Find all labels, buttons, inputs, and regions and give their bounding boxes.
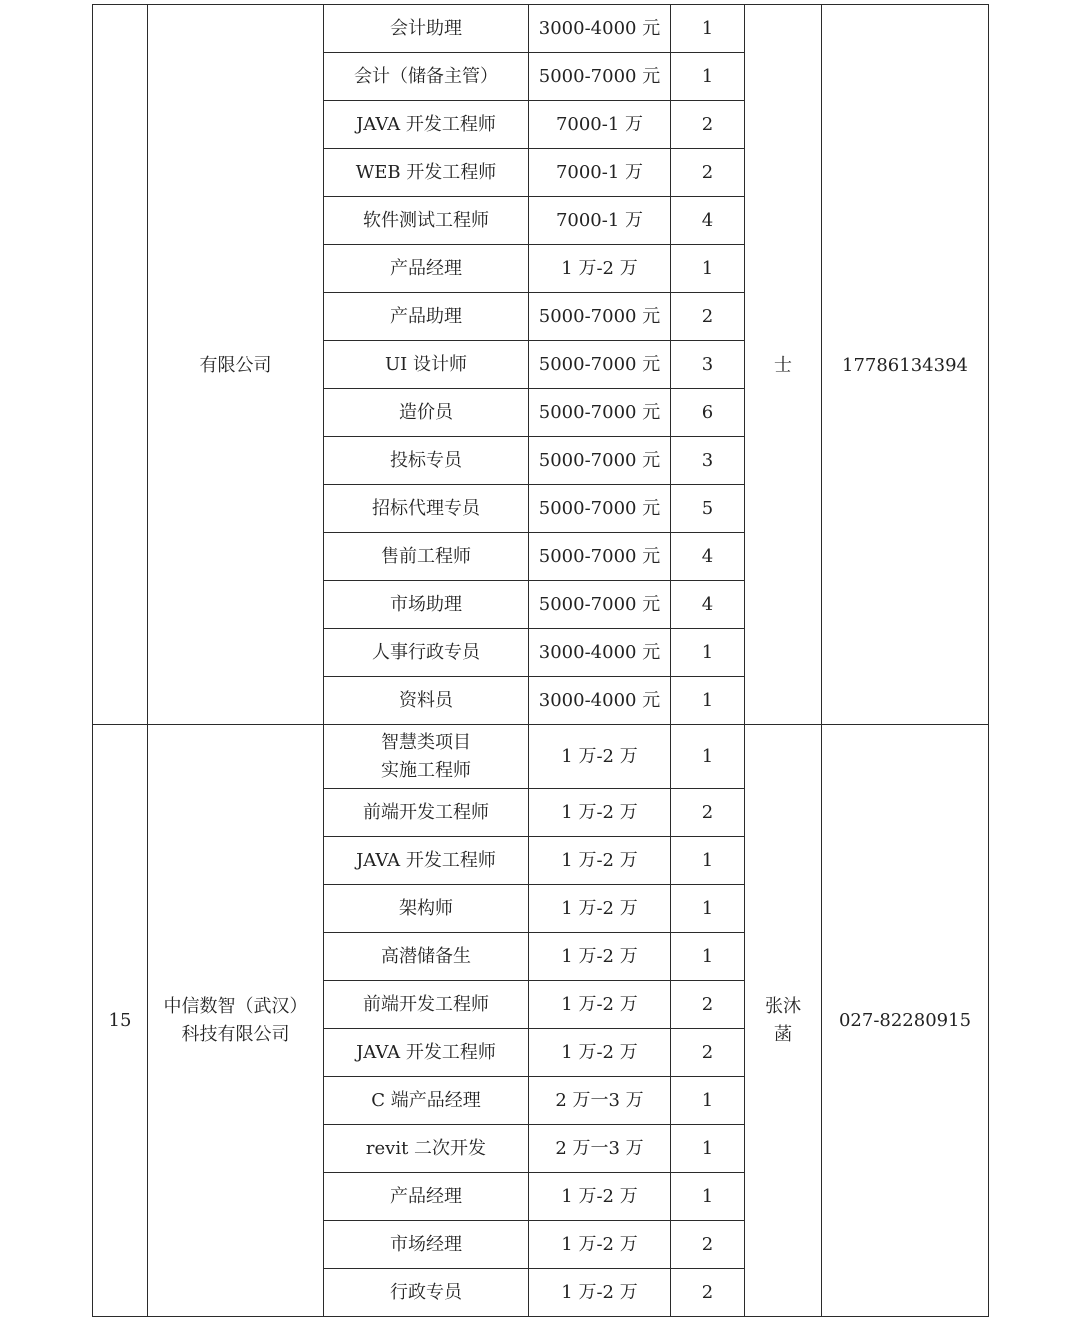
headcount-cell: 4 bbox=[671, 197, 745, 245]
position-cell: 资料员 bbox=[324, 677, 529, 725]
salary-cell: 5000-7000 元 bbox=[529, 437, 671, 485]
position-cell: UI 设计师 bbox=[324, 341, 529, 389]
salary-cell: 1 万-2 万 bbox=[529, 1269, 671, 1317]
position-cell: 软件测试工程师 bbox=[324, 197, 529, 245]
headcount-cell: 5 bbox=[671, 485, 745, 533]
salary-cell: 1 万-2 万 bbox=[529, 1173, 671, 1221]
salary-cell: 7000-1 万 bbox=[529, 149, 671, 197]
position-line: 智慧类项目 bbox=[381, 731, 471, 753]
headcount-cell: 1 bbox=[671, 677, 745, 725]
position-line: 实施工程师 bbox=[381, 759, 471, 781]
table-body bbox=[93, 5, 989, 1317]
position-cell: 产品经理 bbox=[324, 245, 529, 293]
company-name: 有限公司 bbox=[199, 354, 272, 376]
position-cell: 高潜储备生 bbox=[324, 933, 529, 981]
salary-cell: 1 万-2 万 bbox=[529, 1221, 671, 1269]
headcount-cell: 1 bbox=[671, 725, 745, 789]
salary-cell: 3000-4000 元 bbox=[529, 5, 671, 53]
position-cell: C 端产品经理 bbox=[324, 1077, 529, 1125]
headcount-cell: 1 bbox=[671, 245, 745, 293]
position-cell: 造价员 bbox=[324, 389, 529, 437]
salary-cell: 7000-1 万 bbox=[529, 101, 671, 149]
headcount-cell: 2 bbox=[671, 101, 745, 149]
headcount-cell: 1 bbox=[671, 5, 745, 53]
position-cell: 市场经理 bbox=[324, 1221, 529, 1269]
headcount-cell: 4 bbox=[671, 581, 745, 629]
contact-person: 士 bbox=[774, 354, 792, 376]
salary-cell: 2 万一3 万 bbox=[529, 1125, 671, 1173]
headcount-cell: 2 bbox=[671, 293, 745, 341]
position-cell: 架构师 bbox=[324, 885, 529, 933]
position-cell: 投标专员 bbox=[324, 437, 529, 485]
contact-person-cell bbox=[745, 725, 822, 1317]
company-name-cell bbox=[148, 5, 324, 725]
headcount-cell: 1 bbox=[671, 933, 745, 981]
salary-cell: 5000-7000 元 bbox=[529, 485, 671, 533]
salary-cell: 1 万-2 万 bbox=[529, 933, 671, 981]
company-name-line: 科技有限公司 bbox=[181, 1023, 290, 1045]
headcount-cell: 1 bbox=[671, 53, 745, 101]
salary-cell: 1 万-2 万 bbox=[529, 885, 671, 933]
headcount-cell: 1 bbox=[671, 837, 745, 885]
headcount-cell: 2 bbox=[671, 1221, 745, 1269]
headcount-cell: 1 bbox=[671, 1173, 745, 1221]
position-cell: JAVA 开发工程师 bbox=[324, 101, 529, 149]
headcount-cell: 2 bbox=[671, 149, 745, 197]
headcount-cell: 4 bbox=[671, 533, 745, 581]
headcount-cell: 1 bbox=[671, 885, 745, 933]
position-cell: 前端开发工程师 bbox=[324, 789, 529, 837]
position-cell: 招标代理专员 bbox=[324, 485, 529, 533]
job-listing-table bbox=[92, 4, 989, 1317]
position-cell: 人事行政专员 bbox=[324, 629, 529, 677]
position-cell: 市场助理 bbox=[324, 581, 529, 629]
salary-cell: 3000-4000 元 bbox=[529, 677, 671, 725]
headcount-cell: 1 bbox=[671, 1125, 745, 1173]
salary-cell: 5000-7000 元 bbox=[529, 581, 671, 629]
table-row bbox=[93, 725, 989, 789]
company-name-cell bbox=[148, 725, 324, 1317]
position-cell: WEB 开发工程师 bbox=[324, 149, 529, 197]
salary-cell: 1 万-2 万 bbox=[529, 837, 671, 885]
headcount-cell: 1 bbox=[671, 629, 745, 677]
phone-cell: 027-82280915 bbox=[822, 725, 989, 1317]
phone-number: 17786134394 bbox=[842, 354, 968, 376]
salary-cell: 5000-7000 元 bbox=[529, 533, 671, 581]
salary-cell: 1 万-2 万 bbox=[529, 245, 671, 293]
contact-person-line: 张沐 bbox=[765, 995, 801, 1017]
salary-cell: 1 万-2 万 bbox=[529, 725, 671, 789]
headcount-cell: 6 bbox=[671, 389, 745, 437]
salary-cell: 1 万-2 万 bbox=[529, 1029, 671, 1077]
salary-cell: 7000-1 万 bbox=[529, 197, 671, 245]
position-cell: JAVA 开发工程师 bbox=[324, 1029, 529, 1077]
position-cell: JAVA 开发工程师 bbox=[324, 837, 529, 885]
position-cell: 产品助理 bbox=[324, 293, 529, 341]
position-cell: 前端开发工程师 bbox=[324, 981, 529, 1029]
contact-person-cell bbox=[745, 5, 822, 725]
position-cell bbox=[324, 725, 529, 789]
headcount-cell: 2 bbox=[671, 981, 745, 1029]
phone-cell bbox=[822, 5, 989, 725]
position-cell: 会计助理 bbox=[324, 5, 529, 53]
salary-cell: 5000-7000 元 bbox=[529, 293, 671, 341]
position-cell: 售前工程师 bbox=[324, 533, 529, 581]
headcount-cell: 2 bbox=[671, 1029, 745, 1077]
salary-cell: 5000-7000 元 bbox=[529, 341, 671, 389]
headcount-cell: 1 bbox=[671, 1077, 745, 1125]
position-cell: revit 二次开发 bbox=[324, 1125, 529, 1173]
salary-cell: 2 万一3 万 bbox=[529, 1077, 671, 1125]
company-name-line: 中信数智（武汉） bbox=[163, 995, 308, 1017]
salary-cell: 1 万-2 万 bbox=[529, 789, 671, 837]
salary-cell: 5000-7000 元 bbox=[529, 389, 671, 437]
headcount-cell: 2 bbox=[671, 1269, 745, 1317]
row-number-cell bbox=[93, 5, 148, 725]
salary-cell: 3000-4000 元 bbox=[529, 629, 671, 677]
position-cell: 行政专员 bbox=[324, 1269, 529, 1317]
headcount-cell: 2 bbox=[671, 789, 745, 837]
table-row bbox=[93, 5, 989, 53]
headcount-cell: 3 bbox=[671, 341, 745, 389]
salary-cell: 1 万-2 万 bbox=[529, 981, 671, 1029]
salary-cell: 5000-7000 元 bbox=[529, 53, 671, 101]
position-cell: 产品经理 bbox=[324, 1173, 529, 1221]
contact-person-line: 菡 bbox=[774, 1023, 792, 1045]
position-cell: 会计（储备主管） bbox=[324, 53, 529, 101]
row-number-cell: 15 bbox=[93, 725, 148, 1317]
headcount-cell: 3 bbox=[671, 437, 745, 485]
